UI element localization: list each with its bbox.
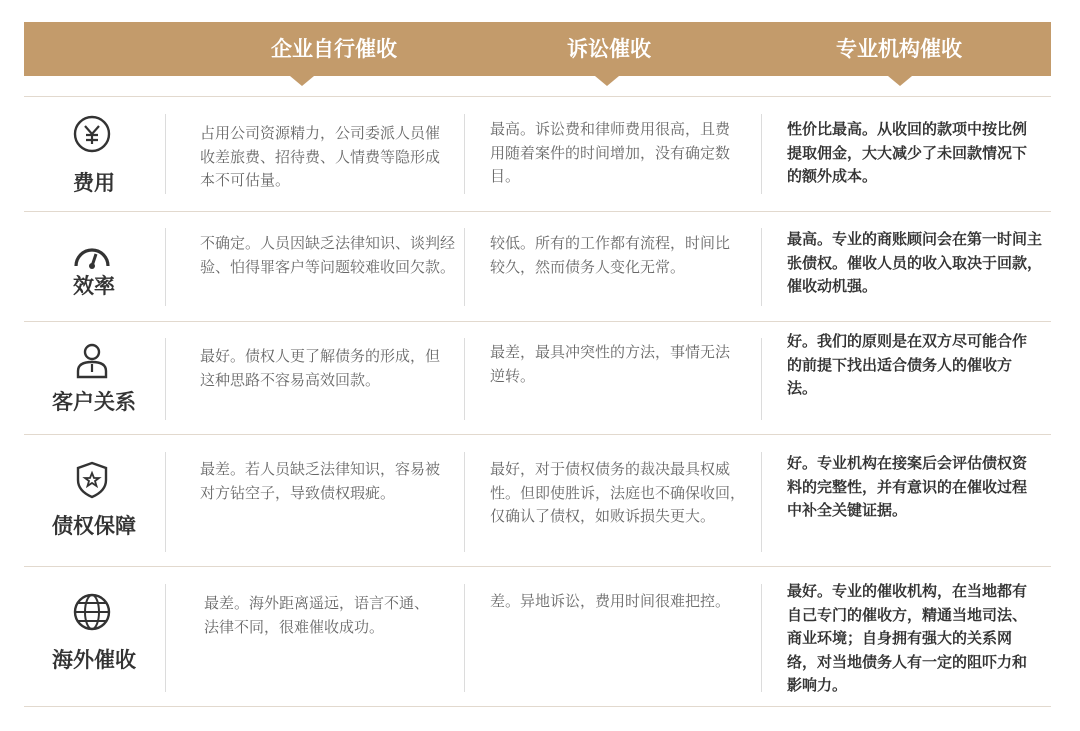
row-label-cost: 费用 [73,171,115,195]
shield-star-icon [72,460,112,500]
column-divider [761,338,762,420]
row-divider [24,706,1051,707]
cell-security-agency: 好。专业机构在接案后会评估债权资料的完整性，并有意识的在催收过程中补全关键证据。 [787,454,1028,519]
column-divider [464,228,465,306]
row-divider [24,566,1051,567]
cell-cost-litigation: 最高。诉讼费和律师费用很高，且费用随着案件的时间增加，没有确定数目。 [490,120,731,185]
column-divider [464,452,465,552]
table-header [24,22,1051,76]
header-notch-2 [595,76,619,86]
column-divider [165,452,166,552]
cell-relation-litigation: 最差，最具冲突性的方法，事情无法逆转。 [490,343,731,385]
row-label-efficiency: 效率 [73,274,115,298]
header-notch-3 [888,76,912,86]
row-label-debt-security: 债权保障 [52,514,136,538]
column-divider [165,228,166,306]
row-divider [24,434,1051,435]
row-label-customer-relation: 客户关系 [52,390,136,414]
row-divider [24,321,1051,322]
row-label-overseas: 海外催收 [52,648,136,672]
header-col-self: 企业自行催收 [271,37,397,61]
row-divider [24,96,1051,97]
column-divider [165,114,166,194]
row-divider [24,211,1051,212]
cell-efficiency-litigation: 较低。所有的工作都有流程，时间比较久，然而债务人变化无常。 [490,234,731,276]
header-col-agency: 专业机构催收 [836,37,962,61]
column-divider [761,228,762,306]
column-divider [165,584,166,692]
cell-security-litigation: 最好，对于债权债务的裁决最具权威性。但即使胜诉，法庭也不确保收回，仅确认了债权，如败诉损失更大。 [490,460,746,525]
cell-efficiency-agency: 最高。专业的商账顾问会在第一时间主张债权。催收人员的收入取决于回款，催收动机强。 [787,230,1043,295]
column-divider [761,584,762,692]
header-notch-1 [290,76,314,86]
column-divider [165,338,166,420]
column-divider [761,452,762,552]
column-divider [761,114,762,194]
person-icon [72,340,112,380]
column-divider [464,584,465,692]
cell-relation-self: 最好。债权人更了解债务的形成，但这种思路不容易高效回款。 [200,347,441,389]
yen-coin-icon [72,114,112,154]
cell-efficiency-self: 不确定。人员因缺乏法律知识、谈判经验、怕得罪客户等问题较难收回欠款。 [200,234,456,276]
globe-icon [72,592,112,632]
cell-overseas-agency: 最好。专业的催收机构，在当地都有自己专门的催收方，精通当地司法、商业环境；自身拥有强大的关系网络，对当地债务人有一定的阻吓力和影响力。 [787,582,1028,694]
cell-overseas-litigation: 差。异地诉讼，费用时间很难把控。 [490,592,731,610]
column-divider [464,338,465,420]
cell-security-self: 最差。若人员缺乏法律知识，容易被对方钻空子，导致债权瑕疵。 [200,460,441,502]
cell-cost-agency: 性价比最高。从收回的款项中按比例提取佣金，大大减少了未回款情况下的额外成本。 [787,120,1028,185]
cell-cost-self: 占用公司资源精力，公司委派人员催收差旅费、招待费、人情费等隐形成本不可估量。 [200,124,441,189]
header-col-litigation: 诉讼催收 [567,37,651,61]
column-divider [464,114,465,194]
cell-relation-agency: 好。我们的原则是在双方尽可能合作的前提下找出适合债务人的催收方法。 [787,332,1028,397]
cell-overseas-self: 最差。海外距离遥远，语言不通、法律不同，很难催收成功。 [204,594,430,636]
